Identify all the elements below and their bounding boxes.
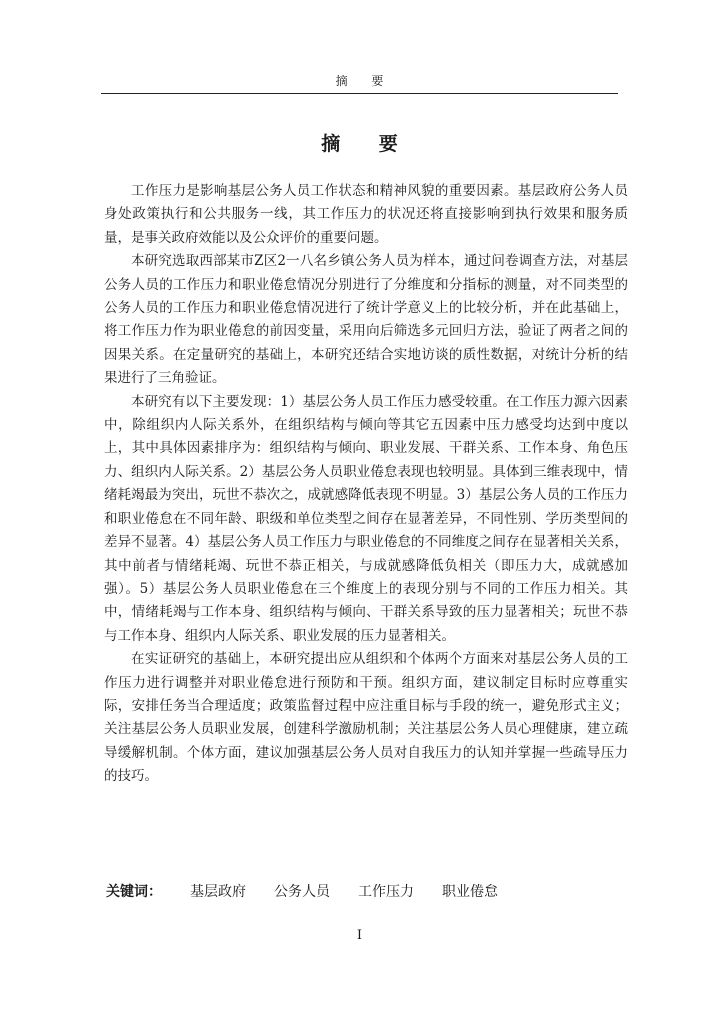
page-number: I	[356, 928, 363, 943]
paragraph-findings: 本研究有以下主要发现：1）基层公务人员工作压力感受较重。在工作压力源六因素中，除组织内人际关系外，在组织结构与倾向等其它五因素中压力感受均达到中度以上，其中具体因素排序为：组织结构与倾向、职业发展、干群关系、工作本身、角色压力、组织内人际关系。2）基层公务人员职业倦怠表现也较明显。具体到三维表现中，情绪耗竭最为突出，玩世不恭次之，成就感降低表现不明显。3）基层公务人员的工作压力和职业倦怠在不同年龄、职级和单位类型之间存在显著差异，不同性别、学历类型间的差异不显著。4）基层公务人员工作压力与职业倦怠的不同维度之间存在显著相关关系，其中前者与情绪耗竭、玩世不恭正相关，与成就感降低负相关（即压力大，成就感加强）。5）基层公务人员职业倦怠在三个维度上的表现分别与不同的工作压力相关。其中，情绪耗竭与工作本身、组织结构与倾向、干群关系导致的压力显著相关；玩世不恭与工作本身、组织内人际关系、职业发展的压力显著相关。	[104, 393, 628, 644]
abstract-body	[104, 180, 628, 789]
header-rule	[101, 93, 618, 94]
keyword-item: 公务人员	[274, 884, 330, 900]
abstract-title: 摘 要	[321, 133, 414, 155]
keywords-line	[106, 882, 498, 902]
running-header: 摘 要	[335, 74, 394, 88]
keywords-label: 关键词：	[106, 884, 162, 900]
paragraph-recommendations: 在实证研究的基础上，本研究提出应从组织和个体两个方面来对基层公务人员的工作压力进行调整并对职业倦怠进行预防和干预。组织方面，建议制定目标时应尊重实际，安排任务当合理适度；政策监督过程中应注重目标与手段的统一，避免形式主义；关注基层公务人员职业发展，创建科学激励机制；关注基层公务人员心理健康，建立疏导缓解机制。个体方面，建议加强基层公务人员对自我压力的认知并掌握一些疏导压力的技巧。	[104, 651, 628, 785]
paragraph-method: 本研究选取西部某市Z区2一八名乡镇公务人员为样本，通过问卷调查方法，对基层公务人员的工作压力和职业倦怠情况分别进行了分维度和分指标的测量，对不同类型的公务人员的工作压力和职业倦怠情况进行了统计学意义上的比较分析，并在此基础上，将工作压力作为职业倦怠的前因变量，采用向后筛选多元回归方法，验证了两者之间的因果关系。在定量研究的基础上，本研究还结合实地访谈的质性数据，对统计分析的结果进行了三角验证。	[104, 253, 628, 387]
keyword-item: 职业倦怠	[442, 884, 498, 900]
paragraph-background: 工作压力是影响基层公务人员工作状态和精神风貌的重要因素。基层政府公务人员身处政策执行和公共服务一线，其工作压力的状况还将直接影响到执行效果和服务质量，是事关政府效能以及公众评价的重要问题。	[104, 183, 628, 246]
keyword-item: 基层政府	[190, 884, 246, 900]
keyword-item: 工作压力	[358, 884, 414, 900]
